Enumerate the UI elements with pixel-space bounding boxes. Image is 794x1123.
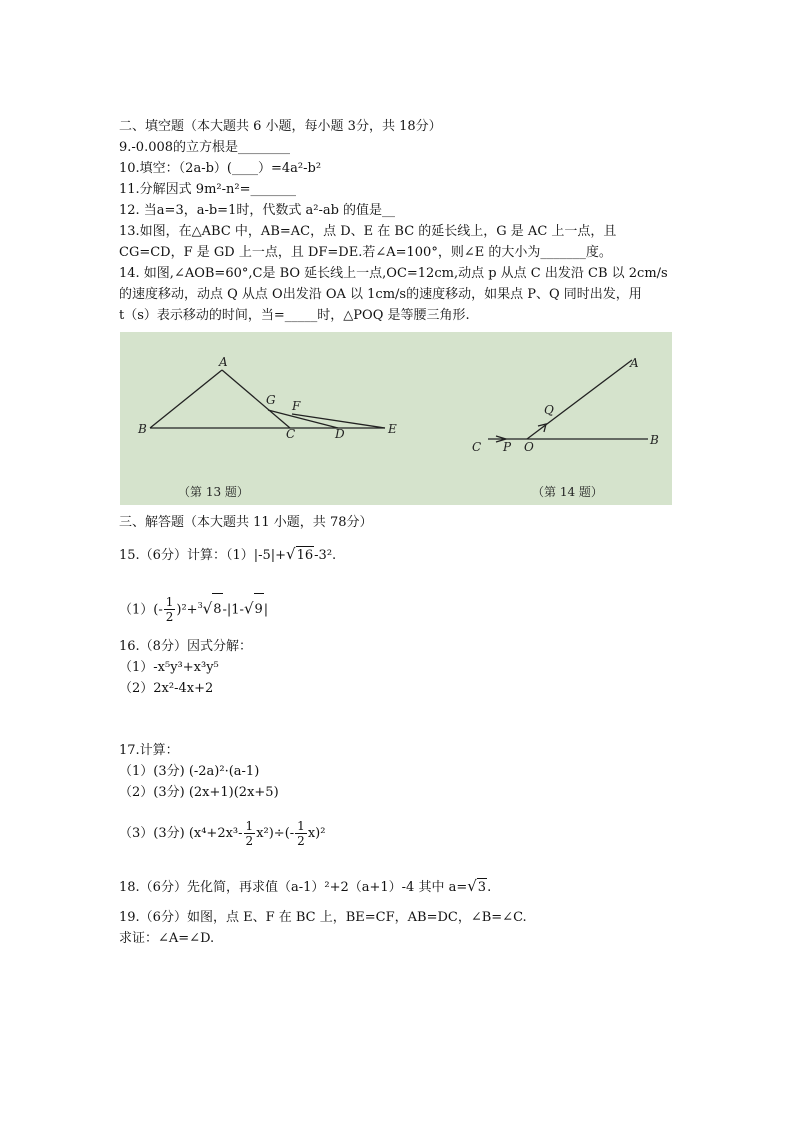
caption-13: （第 13 题） — [178, 485, 249, 499]
fig14-label-p: P — [503, 440, 512, 454]
q17c-mid: x²)÷(- — [256, 826, 295, 841]
q15b-den: 2 — [165, 610, 174, 625]
q17c-den2: 2 — [297, 834, 305, 848]
fig13-label-b: B — [138, 422, 147, 436]
q18-text: 18.（6分）先化简，再求值（a-1）²+2（a+1）-4 其中 a= — [119, 880, 468, 895]
q17c-fraction1 — [244, 819, 256, 848]
q17c-den1: 2 — [245, 834, 254, 848]
segment-oa — [527, 360, 632, 439]
segment-ba — [150, 370, 222, 428]
sqrt-symbol: √ — [243, 599, 254, 618]
q17c-tail: x)² — [307, 826, 326, 841]
question-11: 11.分解因式 9m²-n²=_______ — [119, 182, 296, 197]
q15b-radicand1: 8 — [212, 593, 222, 626]
question-13: 13.如图，在△ABC 中，AB=AC，点 D、E 在 BC 的延长线上，G 是 AC 上一点，且 — [119, 224, 617, 239]
sqrt-symbol: √ — [286, 545, 296, 563]
fig13-label-d: D — [335, 427, 345, 441]
q15b-pre: （1）(- — [119, 602, 163, 618]
question-16b: （2）2x²-4x+2 — [119, 681, 214, 696]
question-10: 10.填空：（2a-b）(____）=4a²-b² — [119, 161, 322, 176]
q17c-num2: 1 — [297, 819, 305, 833]
q15b-mid2: -|1- — [222, 602, 244, 618]
fig13-label-f: F — [292, 399, 301, 413]
caption-14: （第 14 题） — [532, 485, 603, 499]
fig13-label-g: G — [266, 393, 276, 407]
fig14-label-q: Q — [544, 403, 554, 417]
question-16a: （1）-x⁵y³+x³y⁵ — [119, 660, 219, 675]
q15a-radicand: 16 — [296, 548, 314, 563]
q17c-pre: （3）(3分) (x⁴+2x³- — [119, 826, 243, 841]
q15b-fraction — [164, 595, 176, 624]
fig13-label-c: C — [286, 427, 296, 441]
q18-tail: . — [487, 880, 492, 895]
segment-ac — [222, 370, 290, 428]
section2-header: 二、填空题（本大题共 6 小题，每小题 3分，共 18分） — [119, 119, 442, 134]
segment-fe — [292, 414, 385, 428]
question-17c — [119, 818, 325, 850]
question-9: 9.-0.008的立方根是________ — [119, 140, 291, 155]
geometry-figures — [120, 332, 672, 505]
fig14-label-o: O — [524, 440, 534, 454]
question-19-prove: 求证：∠A=∠D. — [119, 931, 215, 946]
question-15a — [119, 545, 336, 565]
question-12: 12. 当a=3，a-b=1时，代数式 a²-ab 的值是__ — [119, 203, 396, 218]
sqrt-symbol: √ — [202, 599, 213, 618]
fig14-label-b: B — [650, 433, 659, 447]
q15b-tail: | — [263, 602, 269, 618]
figure-14 — [488, 360, 648, 442]
fig13-label-a: A — [219, 355, 228, 369]
q18-radicand: 3 — [477, 880, 487, 895]
question-17b: （2）(3分) (2x+1)(2x+5) — [119, 785, 279, 800]
q15a-tail: -3². — [314, 548, 337, 563]
figures-panel — [120, 332, 672, 505]
fig14-label-c: C — [472, 440, 482, 454]
q17c-fraction2 — [295, 819, 307, 848]
question-14-cont: 的速度移动，动点 Q 从点 O出发沿 OA 以 1cm/s的速度移动，如果点 P、Q 同时出发，用 — [119, 287, 642, 302]
question-16: 16.（8分）因式分解： — [119, 639, 252, 654]
question-14: 14. 如图,∠AOB=60°,C是 BO 延长线上一点,OC=12cm,动点 p 从点 C 出发沿 CB 以 2cm/s — [119, 266, 668, 281]
fig13-label-e: E — [388, 422, 397, 436]
q15b-cube-index: 3 — [197, 601, 203, 610]
question-17a: （1）(3分) (-2a)²·(a-1) — [119, 764, 260, 779]
question-14-cont2: t（s）表示移动的时间，当=_____时，△POQ 是等腰三角形. — [119, 308, 470, 323]
question-15b — [119, 590, 268, 626]
question-13-cont: CG=CD，F 是 GD 上一点，且 DF=DE.若∠A=100°，则∠E 的大小为_______度。 — [119, 245, 612, 260]
fig14-label-a: A — [630, 356, 639, 370]
sqrt-symbol: √ — [467, 877, 477, 895]
section3-header: 三、解答题（本大题共 11 小题，共 78分） — [119, 515, 373, 530]
q15b-num: 1 — [165, 595, 174, 610]
q15b-mid: )²+ — [176, 602, 198, 618]
question-19: 19.（6分）如图，点 E、F 在 BC 上，BE=CF，AB=DC，∠B=∠C. — [119, 910, 527, 925]
q15b-radicand2: 9 — [254, 593, 264, 626]
q17c-num1: 1 — [245, 819, 254, 833]
question-18 — [119, 877, 491, 897]
question-17: 17.计算： — [119, 743, 179, 758]
q15a-text: 15.（6分）计算：（1）|-5|+ — [119, 548, 287, 563]
